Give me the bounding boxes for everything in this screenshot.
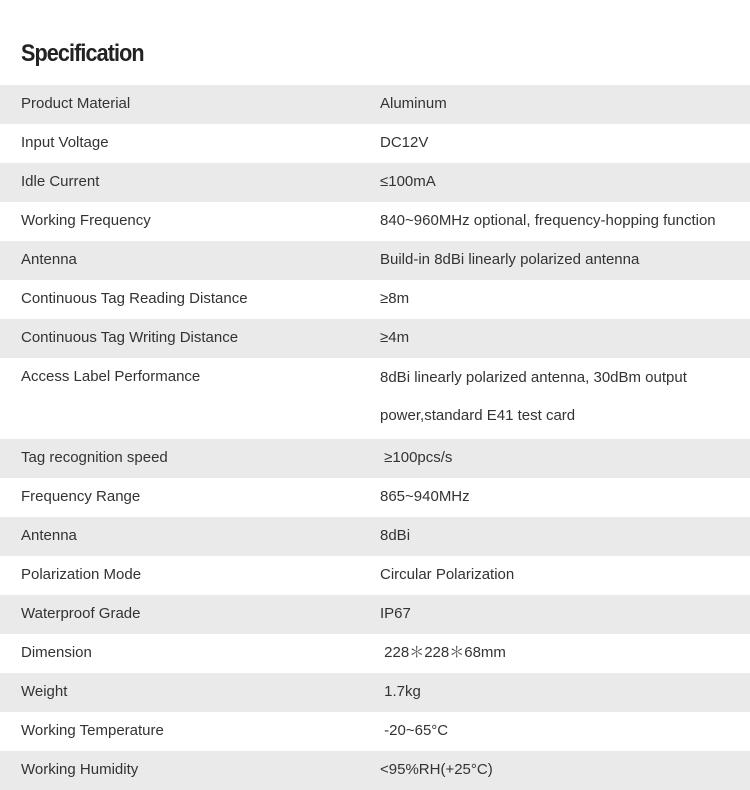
spec-value: 8dBi: [380, 527, 411, 544]
table-row: [0, 556, 750, 595]
specification-table: [0, 85, 750, 790]
spec-value: 840~960MHz optional, frequency-hopping function: [380, 212, 716, 229]
spec-value: 228＊228＊68mm: [380, 644, 506, 661]
spec-label: Antenna: [21, 527, 77, 544]
table-row: [0, 751, 750, 790]
table-row: [0, 634, 750, 673]
spec-label: Product Material: [21, 95, 131, 112]
spec-value-line: power,standard E41 test card: [380, 407, 576, 424]
table-row: [0, 163, 750, 202]
table-row: [0, 241, 750, 280]
spec-value: [380, 358, 750, 439]
table-row: [0, 439, 750, 478]
spec-value: ≥100pcs/s: [380, 449, 453, 466]
spec-label: Dimension: [21, 644, 92, 661]
table-row: [0, 280, 750, 319]
spec-label: Continuous Tag Reading Distance: [21, 290, 248, 307]
spec-value: ≥4m: [380, 329, 410, 346]
spec-value: 1.7kg: [380, 683, 421, 700]
spec-value: ≥8m: [380, 290, 410, 307]
spec-label: Idle Current: [21, 173, 100, 190]
spec-value: Build-in 8dBi linearly polarized antenna: [380, 251, 640, 268]
spec-value: Aluminum: [380, 95, 447, 112]
page-title: Specification: [21, 40, 144, 67]
table-row: [0, 712, 750, 751]
spec-value: Circular Polarization: [380, 566, 515, 583]
spec-label: Continuous Tag Writing Distance: [21, 329, 239, 346]
spec-label: Working Humidity: [21, 761, 139, 778]
table-row: [0, 124, 750, 163]
table-row: [0, 673, 750, 712]
table-row: [0, 85, 750, 124]
spec-label: Waterproof Grade: [21, 605, 141, 622]
spec-label: Weight: [21, 683, 68, 700]
spec-value: <95%RH(+25°C): [380, 761, 493, 778]
spec-label: Antenna: [21, 251, 77, 268]
spec-value-line: 8dBi linearly polarized antenna, 30dBm output: [380, 369, 687, 386]
table-row: [0, 358, 750, 439]
spec-label: Working Frequency: [21, 212, 151, 229]
table-row: [0, 319, 750, 358]
spec-value: IP67: [380, 605, 411, 622]
spec-value: -20~65°C: [380, 722, 449, 739]
table-row: [0, 478, 750, 517]
table-row: [0, 595, 750, 634]
table-row: [0, 202, 750, 241]
spec-value: DC12V: [380, 134, 429, 151]
spec-label: Access Label Performance: [21, 368, 201, 385]
spec-value: ≤100mA: [380, 173, 436, 190]
spec-label: Frequency Range: [21, 488, 141, 505]
spec-label: Tag recognition speed: [21, 449, 168, 466]
spec-label: Working Temperature: [21, 722, 164, 739]
spec-label: Polarization Mode: [21, 566, 142, 583]
spec-label: Input Voltage: [21, 134, 109, 151]
spec-value: 865~940MHz: [380, 488, 470, 505]
table-row: [0, 517, 750, 556]
